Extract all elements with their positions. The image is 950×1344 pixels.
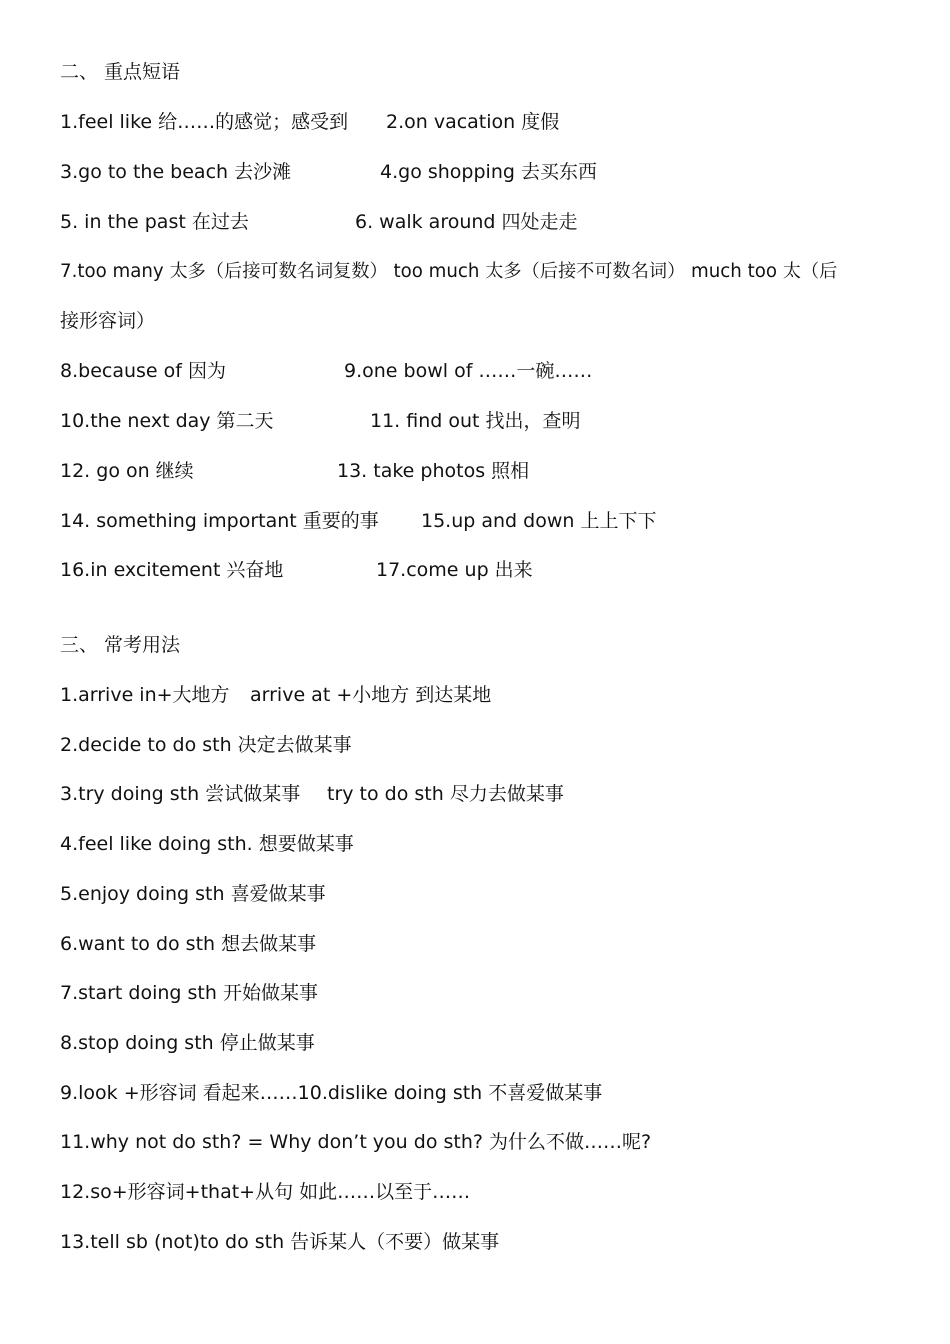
section-heading-common-usage: 三、 常考用法 xyxy=(60,634,181,656)
phrase-item: 6. walk around 四处走走 xyxy=(355,211,578,233)
phrase-item: 接形容词） xyxy=(60,310,156,332)
usage-item: 12.so+形容词+that+从句 如此……以至于…… xyxy=(60,1181,471,1203)
usage-item: 6.want to do sth 想去做某事 xyxy=(60,933,317,955)
phrase-item: 14. something important 重要的事 xyxy=(60,510,379,532)
usage-row xyxy=(60,1180,470,1204)
usage-row xyxy=(60,1031,315,1055)
section-heading-key-phrases: 二、 重点短语 xyxy=(60,61,181,83)
usage-row xyxy=(60,1230,499,1254)
phrase-row xyxy=(60,409,581,433)
phrase-item: 9.one bowl of ……一碗…… xyxy=(344,360,593,382)
phrase-item: 16.in excitement 兴奋地 xyxy=(60,559,284,581)
usage-row xyxy=(60,932,316,956)
usage-item: 13.tell sb (not)to do sth 告诉某人（不要）做某事 xyxy=(60,1231,500,1253)
phrase-row xyxy=(60,210,578,234)
phrase-item: 3.go to the beach 去沙滩 xyxy=(60,161,292,183)
usage-item: 3.try doing sth 尝试做某事 xyxy=(60,783,301,805)
phrase-item: 11. find out 找出，查明 xyxy=(370,410,581,432)
usage-row xyxy=(60,683,492,707)
usage-row xyxy=(60,1081,602,1105)
phrase-item: 15.up and down 上上下下 xyxy=(421,510,657,532)
phrase-item: 17.come up 出来 xyxy=(376,559,533,581)
usage-row xyxy=(60,882,326,906)
usage-row xyxy=(60,733,352,757)
usage-row xyxy=(60,1130,651,1154)
phrase-row xyxy=(60,509,657,533)
phrase-row xyxy=(60,110,560,134)
usage-item: 5.enjoy doing sth 喜爱做某事 xyxy=(60,883,326,905)
usage-item: 4.feel like doing sth. 想要做某事 xyxy=(60,833,354,855)
usage-item: 2.decide to do sth 决定去做某事 xyxy=(60,734,352,756)
phrase-row xyxy=(60,260,837,284)
phrase-row xyxy=(60,459,530,483)
phrase-item: 5. in the past 在过去 xyxy=(60,211,249,233)
usage-item: 8.stop doing sth 停止做某事 xyxy=(60,1032,315,1054)
usage-item: 1.arrive in+大地方 xyxy=(60,684,230,706)
phrase-item: 12. go on 继续 xyxy=(60,460,194,482)
usage-item: 11.why not do sth? = Why don’t you do sth? 为什么不做……呢? xyxy=(60,1131,652,1153)
phrase-row xyxy=(60,160,597,184)
phrase-row xyxy=(60,309,155,333)
phrase-item: 13. take photos 照相 xyxy=(337,460,530,482)
phrase-item: 1.feel like 给……的感觉；感受到 xyxy=(60,111,349,133)
usage-item: arrive at +小地方 到达某地 xyxy=(250,684,492,706)
usage-row xyxy=(60,832,354,856)
phrase-item: 7.too many 太多（后接可数名词复数） too much 太多（后接不可数名词） much too 太（后 xyxy=(60,261,838,282)
usage-row xyxy=(60,981,318,1005)
phrase-item: 2.on vacation 度假 xyxy=(386,111,560,133)
usage-row xyxy=(60,782,564,806)
usage-item: try to do sth 尽力去做某事 xyxy=(327,783,564,805)
phrase-row xyxy=(60,558,533,582)
phrase-item: 10.the next day 第二天 xyxy=(60,410,274,432)
phrase-row xyxy=(60,359,593,383)
usage-item: 7.start doing sth 开始做某事 xyxy=(60,982,318,1004)
usage-item: 9.look +形容词 看起来……10.dislike doing sth 不喜爱做某事 xyxy=(60,1082,603,1104)
phrase-item: 4.go shopping 去买东西 xyxy=(380,161,597,183)
phrase-item: 8.because of 因为 xyxy=(60,360,226,382)
